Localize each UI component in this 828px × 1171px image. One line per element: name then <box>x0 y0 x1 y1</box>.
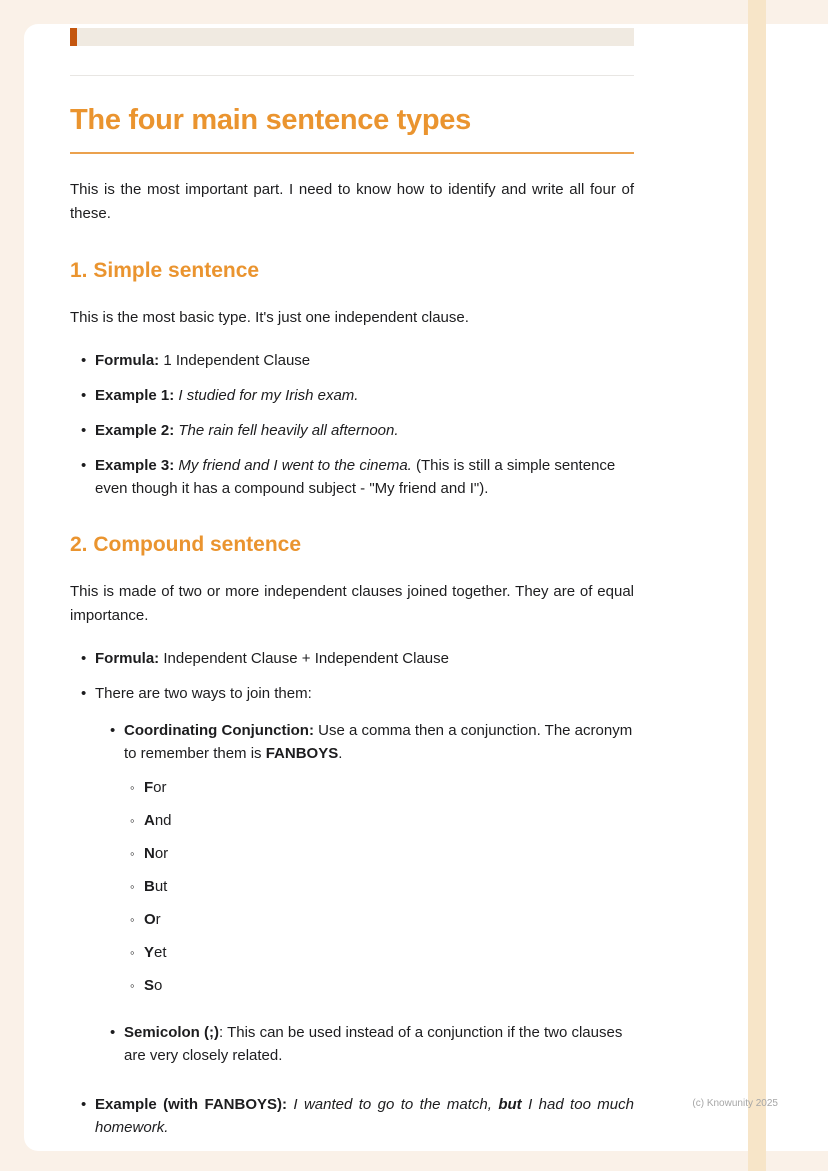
bullet-example-text: My friend and I went to the cinema. <box>178 457 412 474</box>
compound-sentence-list <box>70 647 634 1139</box>
fanboys-rest: o <box>154 977 163 994</box>
bullet-label: Coordinating Conjunction: <box>124 722 314 739</box>
bullet-text: Independent Clause + Independent Clause <box>163 650 449 667</box>
bullet-example-text: I studied for my Irish exam. <box>178 387 359 404</box>
simple-sentence-intro: This is the most basic type. It's just one independent clause. <box>70 309 469 326</box>
bullet-icon: • <box>81 387 87 404</box>
bullet-icon: • <box>110 722 116 739</box>
circle-bullet-icon: ◦ <box>130 879 135 894</box>
circle-bullet-icon: ◦ <box>130 912 135 927</box>
watermark: (c) Knowunity 2025 <box>692 1098 778 1109</box>
circle-bullet-icon: ◦ <box>130 780 135 795</box>
bullet-icon: • <box>81 1096 87 1113</box>
bullet-text: There are two ways to join them: <box>95 685 312 702</box>
bullet-icon: • <box>81 352 87 369</box>
fanboys-period: . <box>338 745 343 762</box>
bullet-note-text: (This is still a simple sentence even though it has a compound subject - "My friend and I"). <box>95 457 616 497</box>
fanboys-letter: N <box>144 845 155 862</box>
list-item-text <box>95 349 634 372</box>
list-item-text <box>144 974 634 997</box>
list-item-example-2 <box>81 419 634 442</box>
bullet-text: : This can be used instead of a conjunction if the two clauses are very closely related. <box>124 1024 623 1064</box>
bullet-label: Example 1: <box>95 387 175 404</box>
list-item-text <box>144 941 634 964</box>
list-item-text <box>124 719 634 1007</box>
fanboys-letter: S <box>144 977 155 994</box>
page-edge-strip <box>748 0 766 1171</box>
bullet-label: Example 3: <box>95 457 175 474</box>
bullet-label: Example (with FANBOYS): <box>95 1096 287 1113</box>
bullet-icon: • <box>81 457 87 474</box>
list-item-semicolon <box>110 1021 634 1067</box>
fanboys-item-nor <box>130 842 634 865</box>
list-item-text <box>95 1093 634 1139</box>
fanboys-rest: r <box>155 911 161 928</box>
fanboys-rest: ut <box>154 878 168 895</box>
bullet-example-emphasis: but <box>498 1096 522 1113</box>
document-content <box>70 24 634 1151</box>
bullet-label: Formula: <box>95 650 160 667</box>
callout-cutoff <box>70 28 634 46</box>
bullet-label: Semicolon (;) <box>124 1024 220 1041</box>
simple-sentence-list <box>70 349 634 500</box>
list-item-formula <box>81 647 634 670</box>
section-heading-compound-sentence: 2. Compound sentence <box>70 533 302 556</box>
fanboys-letter: A <box>144 812 155 829</box>
list-item-text <box>95 419 634 442</box>
circle-bullet-icon: ◦ <box>130 846 135 861</box>
compound-sentence-intro: This is made of two or more independent clauses joined together. They are of equal importance. <box>70 583 634 624</box>
join-methods-list <box>95 719 634 1067</box>
fanboys-rest: et <box>154 944 167 961</box>
bullet-text: 1 Independent Clause <box>163 352 311 369</box>
fanboys-letter: Y <box>144 944 155 961</box>
list-item-text <box>144 809 634 832</box>
bullet-icon: • <box>81 422 87 439</box>
fanboys-letter: F <box>144 779 154 796</box>
list-item-text <box>144 842 634 865</box>
title-underline <box>70 152 634 154</box>
list-item-text <box>124 1021 634 1067</box>
bullet-icon: • <box>81 650 87 667</box>
bullet-example-text: I wanted to go to the match, <box>293 1096 492 1113</box>
list-item-text <box>95 454 634 500</box>
callout-accent-bar <box>70 28 77 46</box>
fanboys-rest: nd <box>154 812 172 829</box>
fanboys-list <box>124 776 634 997</box>
bullet-label: Formula: <box>95 352 160 369</box>
circle-bullet-icon: ◦ <box>130 813 135 828</box>
fanboys-word: FANBOYS <box>265 745 339 762</box>
section-heading-simple-sentence: 1. Simple sentence <box>70 259 260 282</box>
list-item-coordinating-conjunction <box>110 719 634 1007</box>
document-page <box>24 24 828 1151</box>
bullet-example-text: The rain fell heavily all afternoon. <box>178 422 399 439</box>
list-item-text <box>95 682 634 1081</box>
section-divider <box>70 75 634 76</box>
intro-paragraph: This is the most important part. I need to know how to identify and write all four of these. <box>70 181 634 222</box>
fanboys-item-so <box>130 974 634 997</box>
fanboys-letter: B <box>144 878 155 895</box>
bullet-text: Use a comma then a conjunction. The acronym to remember them is <box>124 722 633 762</box>
list-item-example-1 <box>81 384 634 407</box>
bullet-label: Example 2: <box>95 422 175 439</box>
list-item-text <box>144 776 634 799</box>
list-item-text <box>95 647 634 670</box>
circle-bullet-icon: ◦ <box>130 978 135 993</box>
fanboys-item-but <box>130 875 634 898</box>
bullet-icon: • <box>81 685 87 702</box>
fanboys-letter: O <box>144 911 156 928</box>
list-item-text <box>144 875 634 898</box>
list-item-text <box>95 384 634 407</box>
fanboys-rest: or <box>153 779 167 796</box>
fanboys-item-or <box>130 908 634 931</box>
bullet-example-text: I had too much homework. <box>95 1096 634 1136</box>
list-item-example-fanboys <box>81 1093 634 1139</box>
bullet-icon: • <box>110 1024 116 1041</box>
page-title: The four main sentence types <box>70 104 471 136</box>
list-item-text <box>144 908 634 931</box>
circle-bullet-icon: ◦ <box>130 945 135 960</box>
list-item-ways-to-join <box>81 682 634 1081</box>
fanboys-rest: or <box>154 845 169 862</box>
list-item-formula <box>81 349 634 372</box>
fanboys-item-and <box>130 809 634 832</box>
fanboys-item-for <box>130 776 634 799</box>
list-item-example-3 <box>81 454 634 500</box>
fanboys-item-yet <box>130 941 634 964</box>
